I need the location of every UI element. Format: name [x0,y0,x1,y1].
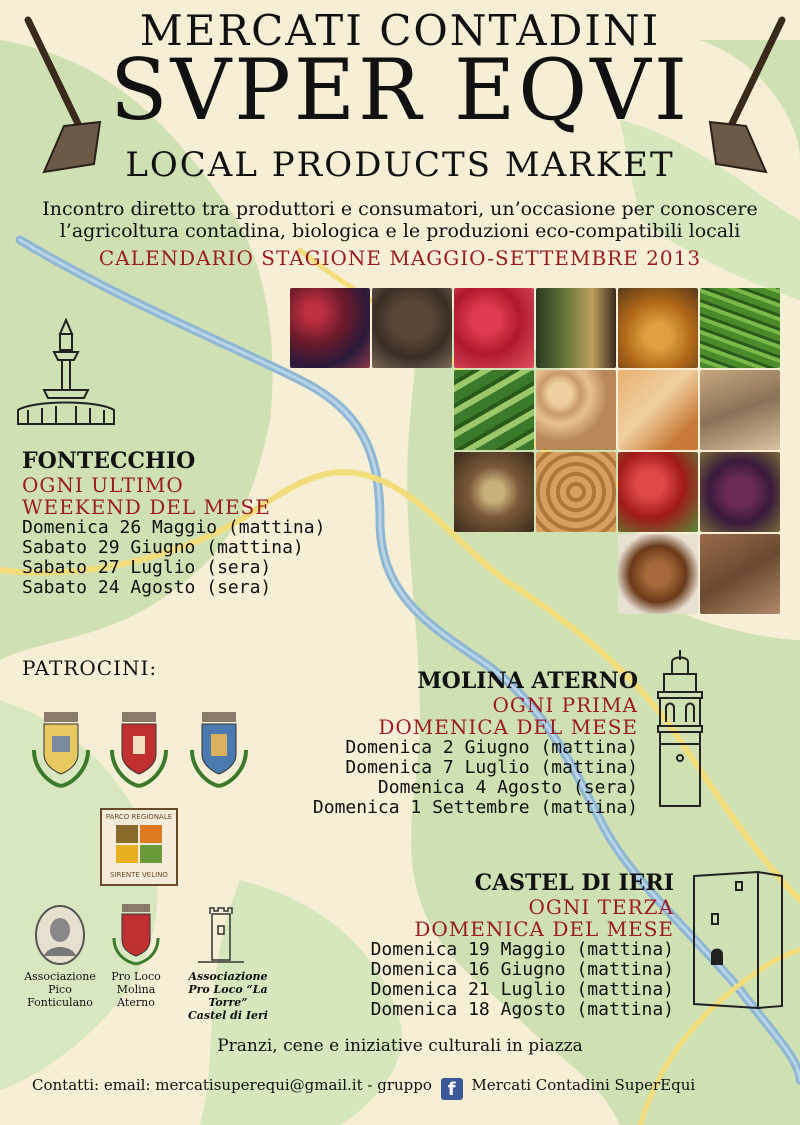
caption-line: Fonticulano [27,996,93,1009]
events-line: Pranzi, cene e iniziative culturali in piazza [217,1036,583,1056]
park-logo-top: PARCO REGIONALE [105,813,173,821]
fontecchio-date: Sabato 24 Agosto (sera) [22,577,272,598]
caption-line: Associazione [24,970,96,983]
molina-date: Domenica 1 Settembre (mattina) [312,797,638,818]
fontecchio-name: FONTECCHIO [22,448,196,474]
caption-line: Molina [116,983,156,996]
castel-rule-1: OGNI TERZA [528,895,674,919]
caption-line: Castel di Ieri [188,1009,268,1022]
park-logo-bottom: SIRENTE VELINO [110,871,168,879]
castel-rule-2: DOMENICA DEL MESE [414,917,674,941]
facebook-icon[interactable]: f [441,1078,463,1100]
assoc-pico-caption [20,970,100,1009]
molina-name: MOLINA ATERNO [417,668,638,694]
fontecchio-date: Sabato 29 Giugno (mattina) [22,537,304,558]
molina-block [313,668,638,818]
intro-line-2: l’agricoltura contadina, biologica e le produzioni eco-compatibili locali [59,220,741,242]
park-emblem-icon [102,821,176,867]
castel-date: Domenica 21 Luglio (mattina) [370,979,674,1000]
photo-green-beans [700,288,780,368]
photo-raspberries [454,288,534,368]
photo-eggs [536,370,616,450]
sponsors-heading: PATROCINI: [22,656,158,680]
photo-cherries [290,288,370,368]
park-logo [100,808,178,886]
photo-zucchini [454,370,534,450]
pro-loco-caption [96,970,176,1009]
photo-rye-bread [700,534,780,614]
facebook-group-link[interactable]: Mercati Contadini SuperEqui [471,1076,696,1094]
castel-date: Domenica 16 Giugno (mattina) [370,959,674,980]
molina-date: Domenica 7 Luglio (mattina) [345,757,638,778]
coat-of-arms-castel-icon [188,710,250,794]
castle-tower-icon [688,868,788,1010]
photo-saffron-bulbs [454,452,534,532]
castel-name: CASTEL DI IERI [474,870,674,896]
coat-of-arms-molina-icon [108,710,170,794]
fontecchio-rule-2: WEEKEND DEL MESE [22,495,271,519]
photo-truffles [700,452,780,532]
la-torre-tower-icon [196,906,246,966]
product-photo-grid [290,288,782,613]
intro-text [0,198,800,242]
fountain-icon [14,318,118,430]
fontecchio-block [22,448,325,598]
fontecchio-date: Domenica 26 Maggio (mattina) [22,517,326,538]
molina-rule-1: OGNI PRIMA [492,693,638,717]
caption-line: Pro Loco “La Torre” [188,983,268,1009]
contacts-text: Contatti: email: mercatisuperequi@gmail.it - gruppo [32,1076,432,1094]
photo-pecorino [372,288,452,368]
photo-honey [618,288,698,368]
castel-date: Domenica 19 Maggio (mattina) [370,939,674,960]
pico-medallion-icon [34,904,86,966]
bell-tower-icon [650,648,710,810]
molina-rule-2: DOMENICA DEL MESE [378,715,638,739]
calendar-heading: CALENDARIO STAGIONE MAGGIO-SETTEMBRE 2013 [98,246,702,270]
photo-jars [536,288,616,368]
coat-of-arms-fontecchio-icon [30,710,92,794]
fontecchio-date: Sabato 27 Luglio (sera) [22,557,272,578]
header-subtitle: LOCAL PRODUCTS MARKET [125,145,675,185]
header-title-super-equi: SVPER EQVI [109,41,691,139]
photo-pizzelle [536,452,616,532]
photo-bread-loaf [700,370,780,450]
header-title-mercati: MERCATI CONTADINI [139,6,661,55]
photo-apples [618,452,698,532]
caption-line: Pico [48,983,72,996]
molina-date: Domenica 2 Giugno (mattina) [345,737,638,758]
castel-date: Domenica 18 Agosto (mattina) [370,999,674,1020]
la-torre-caption [176,970,280,1022]
caption-line: Pro Loco [111,970,161,983]
caption-line: Aterno [117,996,155,1009]
intro-line-1: Incontro diretto tra produttori e consumatori, un’occasione per conoscere [42,198,758,220]
castel-block [371,870,674,1020]
photo-cheese [618,370,698,450]
molina-date: Domenica 4 Agosto (sera) [377,777,638,798]
fontecchio-rule-1: OGNI ULTIMO [22,473,184,497]
contacts-line [32,1076,695,1100]
photo-beans [618,534,698,614]
caption-line: Associazione [188,970,268,983]
pro-loco-molina-emblem-icon [110,902,162,966]
